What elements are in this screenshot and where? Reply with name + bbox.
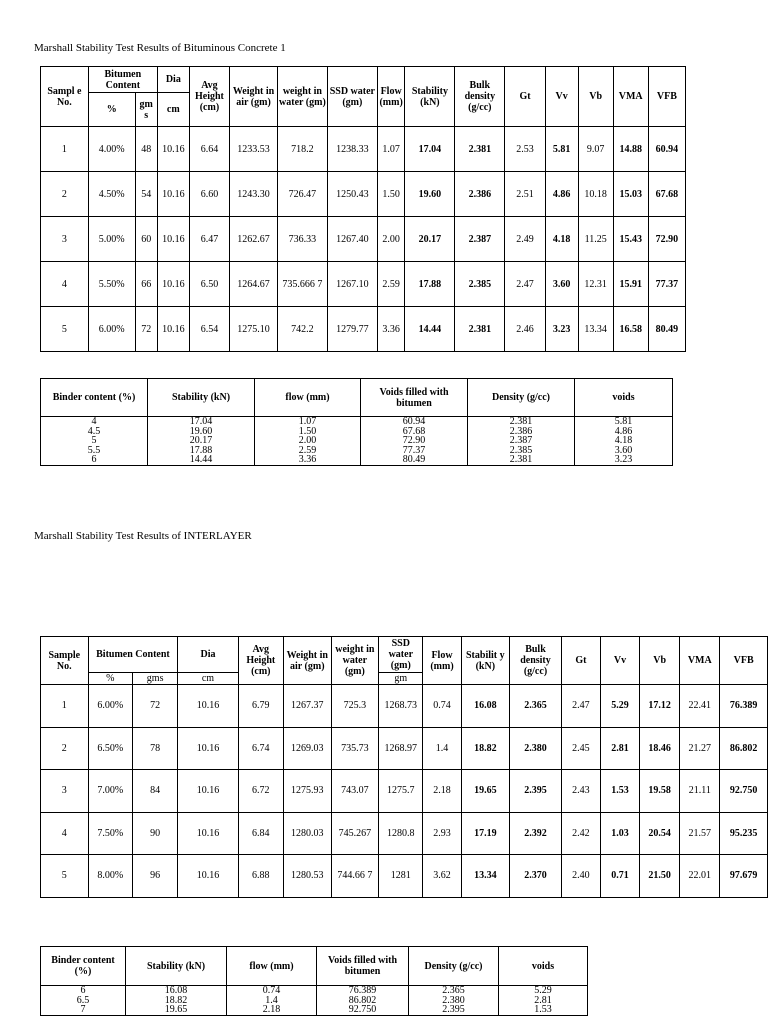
table-cell: 19.58 [640,770,680,813]
hdr-bitumen-content: Bitumen Content [88,67,157,93]
table-cell: 10.18 [578,172,613,217]
table-cell: 6.79 [238,685,283,728]
table-cell: 3.62 [423,855,461,898]
table-cell: 4.50% [88,172,135,217]
table-cell: 18.82 [461,727,510,770]
table-cell: 72 [132,685,177,728]
hdr-vfb: VFB [648,67,685,127]
table-cell: 66 [135,262,157,307]
summary-cell: 5 [41,436,148,446]
table-cell: 10.16 [157,217,189,262]
hdr2-dia-unit: cm [178,673,238,685]
table-cell: 92.750 [720,770,768,813]
bc1-summary-table [40,378,673,466]
table-cell: 2.386 [455,172,505,217]
table-cell: 736.33 [277,217,327,262]
summary-cell: 4.86 [575,427,673,437]
table-cell: 1269.03 [284,727,332,770]
table-cell: 2.43 [561,770,600,813]
table-cell: 20.17 [405,217,455,262]
summary-header: Voids filled with bitumen [317,947,409,986]
table-cell: 19.65 [461,770,510,813]
summary-cell: 6.5 [41,996,126,1006]
table-cell: 6.84 [238,812,283,855]
hdr-vb: Vb [578,67,613,127]
hdr-flow: Flow (mm) [377,67,405,127]
table-cell: 745.267 [331,812,379,855]
table-cell: 67.68 [648,172,685,217]
table-cell: 1 [41,685,89,728]
table-cell: 10.16 [157,307,189,352]
table-cell: 86.802 [720,727,768,770]
table-cell: 1281 [379,855,423,898]
summary-cell: 2.381 [468,455,575,465]
hdr-gt: Gt [505,67,545,127]
summary-cell: 14.44 [148,455,255,465]
hdr-stability: Stability (kN) [405,67,455,127]
summary-cell: 7 [41,1005,126,1015]
table-cell: 6.50 [189,262,229,307]
table-cell: 80.49 [648,307,685,352]
table-cell: 2.47 [505,262,545,307]
table-cell: 21.50 [640,855,680,898]
table-row [41,217,686,262]
summary-cell: 77.37 [361,446,468,456]
interlayer-summary-table [40,946,588,1016]
summary-row [41,427,673,437]
hdr-ssd-water: SSD water (gm) [327,67,377,127]
summary-row [41,986,588,996]
table-cell: 2 [41,727,89,770]
table-cell: 84 [132,770,177,813]
hdr2-weight-air: Weight in air (gm) [284,637,332,685]
table-cell: 1267.40 [327,217,377,262]
table-cell: 1.07 [377,127,405,172]
table-cell: 1280.03 [284,812,332,855]
summary-cell: 20.17 [148,436,255,446]
hdr2-ssd-unit: gm [379,673,423,685]
summary-header: Density (g/cc) [409,947,499,986]
summary-cell: 4.5 [41,427,148,437]
summary-header: Stability (kN) [126,947,227,986]
table-cell: 60 [135,217,157,262]
table-cell: 2.392 [510,812,562,855]
table-cell: 16.08 [461,685,510,728]
table-row [41,307,686,352]
table-row [41,855,768,898]
table-cell: 72.90 [648,217,685,262]
summary-cell: 17.04 [148,417,255,427]
summary-cell: 1.50 [255,427,361,437]
hdr2-bitumen-content: Bitumen Content [88,637,178,673]
table-cell: 54 [135,172,157,217]
table-cell: 6.00% [88,307,135,352]
summary-cell: 2.18 [227,1005,317,1015]
table-row [41,770,768,813]
table-cell: 72 [135,307,157,352]
summary-cell: 2.395 [409,1005,499,1015]
table-cell: 10.16 [157,172,189,217]
table-cell: 1.53 [600,770,639,813]
hdr-avg-height: Avg Height (cm) [189,67,229,127]
summary-cell: 4.18 [575,436,673,446]
table-cell: 7.50% [88,812,132,855]
table-cell: 2 [41,172,89,217]
table-cell: 2.380 [510,727,562,770]
table-cell: 6.00% [88,685,132,728]
table-cell: 2.00 [377,217,405,262]
summary-cell: 5.29 [499,986,588,996]
summary-cell: 3.60 [575,446,673,456]
table-cell: 2.365 [510,685,562,728]
table-row [41,127,686,172]
summary-cell: 16.08 [126,986,227,996]
table-cell: 6.72 [238,770,283,813]
table-cell: 4.18 [545,217,578,262]
table-cell: 17.04 [405,127,455,172]
table-cell: 16.58 [613,307,648,352]
hdr-bulk-density: Bulk density (g/cc) [455,67,505,127]
summary-row [41,996,588,1006]
summary-header: Density (g/cc) [468,379,575,417]
summary-cell: 3.36 [255,455,361,465]
summary-cell: 0.74 [227,986,317,996]
summary-cell: 2.59 [255,446,361,456]
table-cell: 744.66 7 [331,855,379,898]
table-cell: 726.47 [277,172,327,217]
table-cell: 60.94 [648,127,685,172]
table-cell: 1.4 [423,727,461,770]
table-cell: 2.51 [505,172,545,217]
table-cell: 10.16 [178,685,238,728]
summary-cell: 4 [41,417,148,427]
table-cell: 2.46 [505,307,545,352]
table-cell: 1275.93 [284,770,332,813]
table-cell: 8.00% [88,855,132,898]
hdr-pct: % [88,93,135,127]
table-cell: 3 [41,217,89,262]
table-cell: 735.666 7 [277,262,327,307]
hdr2-ssd-water: SSD water (gm) [379,637,423,673]
table-cell: 1280.53 [284,855,332,898]
table-cell: 6.88 [238,855,283,898]
summary-cell: 2.81 [499,996,588,1006]
table-cell: 15.03 [613,172,648,217]
section2-title: Marshall Stability Test Results of INTERLAYER [34,530,252,542]
table-cell: 4 [41,262,89,307]
hdr2-dia: Dia [178,637,238,673]
table-cell: 3.23 [545,307,578,352]
hdr2-sample-no: Sample No. [41,637,89,685]
table-cell: 5.81 [545,127,578,172]
summary-cell: 86.802 [317,996,409,1006]
summary-cell: 6 [41,455,148,465]
summary-cell: 2.00 [255,436,361,446]
table-cell: 1275.7 [379,770,423,813]
table-cell: 1279.77 [327,307,377,352]
table-cell: 2.59 [377,262,405,307]
summary-row [41,417,673,427]
summary-cell: 2.365 [409,986,499,996]
hdr2-weight-water: weight in water (gm) [331,637,379,685]
hdr-vv: Vv [545,67,578,127]
table-cell: 95.235 [720,812,768,855]
hdr-dia-unit: cm [157,93,189,127]
table-cell: 20.54 [640,812,680,855]
summary-cell: 2.381 [468,417,575,427]
hdr2-bulk-density: Bulk density (g/cc) [510,637,562,685]
table-cell: 10.16 [178,727,238,770]
table-cell: 21.27 [680,727,720,770]
summary-header: voids [499,947,588,986]
table-cell: 2.93 [423,812,461,855]
section1-title: Marshall Stability Test Results of Bituminous Concrete 1 [34,42,286,54]
table-cell: 1267.10 [327,262,377,307]
table-cell: 3.36 [377,307,405,352]
table-cell: 2.40 [561,855,600,898]
table-cell: 13.34 [578,307,613,352]
table-cell: 21.11 [680,770,720,813]
table-cell: 2.42 [561,812,600,855]
table-cell: 742.2 [277,307,327,352]
table-cell: 1275.10 [230,307,278,352]
table-cell: 19.60 [405,172,455,217]
hdr2-pct: % [88,673,132,685]
table-cell: 96 [132,855,177,898]
table-cell: 22.01 [680,855,720,898]
table-cell: 2.395 [510,770,562,813]
table-cell: 2.45 [561,727,600,770]
summary-cell: 67.68 [361,427,468,437]
table-cell: 7.00% [88,770,132,813]
table-cell: 15.91 [613,262,648,307]
table-cell: 2.370 [510,855,562,898]
table-cell: 22.41 [680,685,720,728]
summary-cell: 92.750 [317,1005,409,1015]
summary-cell: 1.4 [227,996,317,1006]
table-cell: 5.29 [600,685,639,728]
table-cell: 4.00% [88,127,135,172]
hdr2-vma: VMA [680,637,720,685]
hdr2-flow: Flow (mm) [423,637,461,685]
summary-cell: 6 [41,986,126,996]
table-cell: 1.50 [377,172,405,217]
summary-cell: 60.94 [361,417,468,427]
table-cell: 1250.43 [327,172,377,217]
table-cell: 10.16 [178,855,238,898]
hdr-gms: gm s [135,93,157,127]
table-cell: 1 [41,127,89,172]
table-cell: 2.387 [455,217,505,262]
table-cell: 2.18 [423,770,461,813]
table-cell: 3 [41,770,89,813]
table-cell: 6.54 [189,307,229,352]
summary-cell: 17.88 [148,446,255,456]
summary-cell: 1.53 [499,1005,588,1015]
hdr2-vv: Vv [600,637,639,685]
table-cell: 735.73 [331,727,379,770]
summary-cell: 2.387 [468,436,575,446]
table-cell: 90 [132,812,177,855]
summary-cell: 1.07 [255,417,361,427]
table-cell: 743.07 [331,770,379,813]
summary-cell: 72.90 [361,436,468,446]
summary-header: flow (mm) [227,947,317,986]
table-row [41,262,686,307]
table-cell: 1268.73 [379,685,423,728]
table-cell: 77.37 [648,262,685,307]
summary-header: voids [575,379,673,417]
summary-header: Stability (kN) [148,379,255,417]
table-cell: 6.74 [238,727,283,770]
table-cell: 21.57 [680,812,720,855]
table-cell: 10.16 [157,262,189,307]
hdr2-stability: Stabilit y (kN) [461,637,510,685]
table-cell: 5 [41,307,89,352]
table-cell: 17.19 [461,812,510,855]
table-cell: 2.385 [455,262,505,307]
table-cell: 1.03 [600,812,639,855]
table-cell: 17.88 [405,262,455,307]
table-cell: 11.25 [578,217,613,262]
summary-row [41,1005,588,1015]
table-cell: 718.2 [277,127,327,172]
table-cell: 2.81 [600,727,639,770]
table-cell: 97.679 [720,855,768,898]
table-cell: 1233.53 [230,127,278,172]
summary-header: Voids filled with bitumen [361,379,468,417]
summary-header: Binder content (%) [41,379,148,417]
hdr-vma: VMA [613,67,648,127]
table-cell: 9.07 [578,127,613,172]
table-cell: 1280.8 [379,812,423,855]
summary-header: flow (mm) [255,379,361,417]
interlayer-results-table [40,636,768,898]
table-cell: 18.46 [640,727,680,770]
hdr2-vb: Vb [640,637,680,685]
summary-cell: 76.389 [317,986,409,996]
table-cell: 10.16 [178,812,238,855]
table-cell: 1267.37 [284,685,332,728]
table-cell: 5 [41,855,89,898]
table-cell: 10.16 [178,770,238,813]
summary-cell: 3.23 [575,455,673,465]
table-cell: 1243.30 [230,172,278,217]
table-cell: 14.88 [613,127,648,172]
table-cell: 48 [135,127,157,172]
summary-cell: 5.5 [41,446,148,456]
hdr2-avg-height: Avg Height (cm) [238,637,283,685]
summary-cell: 19.60 [148,427,255,437]
table-cell: 2.381 [455,307,505,352]
table-cell: 17.12 [640,685,680,728]
hdr2-vfb: VFB [720,637,768,685]
hdr2-gt: Gt [561,637,600,685]
hdr-weight-air: Weight in air (gm) [230,67,278,127]
table-cell: 14.44 [405,307,455,352]
table-cell: 6.64 [189,127,229,172]
hdr-weight-water: weight in water (gm) [277,67,327,127]
table-cell: 78 [132,727,177,770]
table-cell: 5.00% [88,217,135,262]
table-cell: 1268.97 [379,727,423,770]
table-cell: 0.71 [600,855,639,898]
table-cell: 76.389 [720,685,768,728]
table-cell: 15.43 [613,217,648,262]
bc1-results-table [40,66,686,352]
summary-cell: 18.82 [126,996,227,1006]
hdr2-gms: gms [132,673,177,685]
summary-row [41,455,673,465]
table-cell: 2.53 [505,127,545,172]
table-cell: 2.49 [505,217,545,262]
summary-header: Binder content (%) [41,947,126,986]
table-cell: 1264.67 [230,262,278,307]
table-row [41,172,686,217]
table-cell: 2.381 [455,127,505,172]
table-cell: 6.60 [189,172,229,217]
summary-cell: 80.49 [361,455,468,465]
hdr-dia: Dia [157,67,189,93]
table-cell: 4.86 [545,172,578,217]
table-cell: 4 [41,812,89,855]
summary-row [41,446,673,456]
table-cell: 1262.67 [230,217,278,262]
table-cell: 1238.33 [327,127,377,172]
table-cell: 10.16 [157,127,189,172]
summary-row [41,436,673,446]
summary-cell: 5.81 [575,417,673,427]
summary-cell: 2.380 [409,996,499,1006]
summary-cell: 2.386 [468,427,575,437]
summary-cell: 19.65 [126,1005,227,1015]
table-cell: 6.47 [189,217,229,262]
table-cell: 725.3 [331,685,379,728]
table-row [41,812,768,855]
table-cell: 3.60 [545,262,578,307]
table-cell: 0.74 [423,685,461,728]
summary-cell: 2.385 [468,446,575,456]
table-cell: 2.47 [561,685,600,728]
table-cell: 12.31 [578,262,613,307]
table-cell: 6.50% [88,727,132,770]
table-cell: 13.34 [461,855,510,898]
table-row [41,727,768,770]
hdr-sample-no: Sampl e No. [41,67,89,127]
table-row [41,685,768,728]
table-cell: 5.50% [88,262,135,307]
